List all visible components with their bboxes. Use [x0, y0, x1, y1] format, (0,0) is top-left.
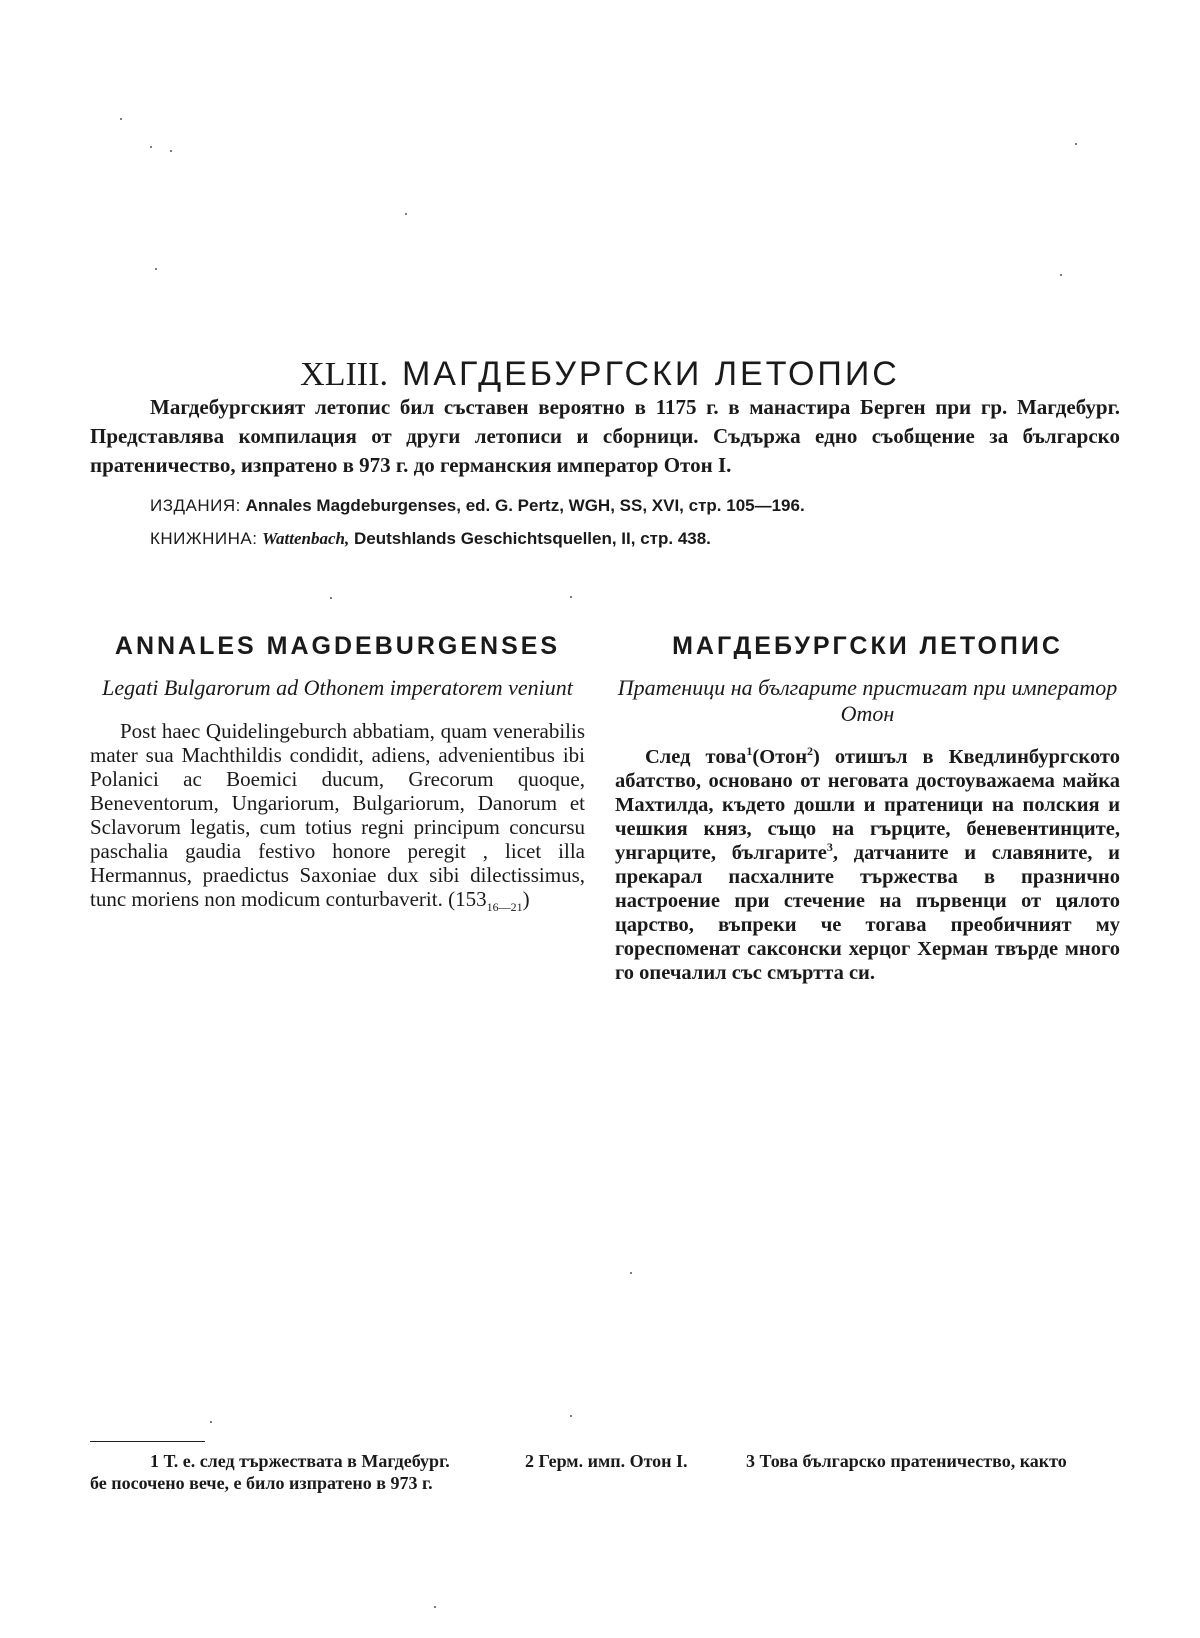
scan-speck — [434, 1606, 436, 1608]
footnote-3: 3 Това българско пратеничество, както — [746, 1451, 1067, 1471]
scan-speck — [155, 268, 157, 270]
editions-line — [150, 494, 1120, 518]
intro-paragraph — [90, 393, 1120, 480]
scan-speck — [330, 597, 332, 599]
bulgarian-heading: МАГДЕБУРГСКИ ЛЕТОПИС — [672, 632, 1063, 660]
editions-text: Annales Magdeburgenses, ed. G. Pertz, WGH, SS, XVI, стр. 105—196. — [245, 496, 805, 515]
page-title — [0, 355, 1200, 394]
latin-heading: ANNALES MAGDEBURGENSES — [114, 632, 561, 660]
footnote-ref-3: 3 — [826, 840, 833, 855]
literature-label: КНИЖНИНА: — [150, 529, 258, 548]
scan-speck — [570, 596, 572, 598]
literature-text: Deutshlands Geschichtsquellen, II, стр. 438. — [353, 529, 711, 548]
literature-line — [150, 527, 1120, 551]
latin-text — [90, 719, 585, 915]
footnote-ref-2: 2 — [807, 744, 814, 759]
footnote-1: 1 Т. е. след тържествата в Магдебург. — [150, 1451, 450, 1471]
scan-speck — [120, 118, 122, 120]
latin-body: Post haec Quidelingeburch abbatiam, quam venerabilis mater sua Machthildis condidit, adiens, advenientibus ibi Polanici ac Boemici ducum, Grecorum quoque, Beneventorum, Ungariorum, Bulgariorum, Danorum et Sclavorum legatis, cum totius regni principum concursu paschalia gaudia festivo honore peregit , licet illa Hermannus, praedictus Saxoniae dux sibi dilectissimus, tunc moriens non modicum conturbaverit. — [90, 719, 585, 911]
bulgarian-text: След това$^1$(Отон$^2$) отишъл в Кведлинбургското абатство, основано от неговата достоуважаема майка Махтилда, където дошли и пратеници на полския и чешкия княз, също на гърците, беневентинците, унгарците, българите$^3$, датчаните и славяните, и прекарал пасхалните тържества в празнично настроение при стечение на първенци от цялото царство, въпреки че тогава преобичният му гореспоменат саксонски херцог Херман твърде много го опечалил със смъртта си. — [615, 744, 1120, 984]
latin-column — [90, 632, 585, 915]
scan-speck — [210, 1421, 212, 1423]
scan-speck — [570, 1415, 572, 1417]
latin-ref: $(153_{16—21})$ — [448, 887, 530, 915]
literature-author: Wattenbach, — [262, 529, 350, 548]
scan-speck — [1075, 143, 1077, 145]
footnote-ref-1: 1 — [746, 744, 753, 759]
title-number: XLIII. — [300, 355, 388, 393]
scan-speck — [405, 213, 407, 215]
bulgarian-subheading: Пратеници на българите пристигат при император Отон — [617, 675, 1118, 726]
footnote-1-continued: бе посочено вече, е било изпратено в 973 г. — [90, 1473, 433, 1493]
footnote-2: 2 Герм. имп. Отон I. — [525, 1451, 688, 1471]
scan-speck — [1060, 274, 1062, 276]
scan-speck — [150, 146, 152, 148]
intro-text: Магдебургският летопис бил съставен вероятно в 1175 г. в манастира Берген при гр. Магдебург. Представлява компилация от други летописи и сборници. Съдържа едно съобщение за българско пратеничество, изпратено в 973 г. до германския император Отон I. — [90, 395, 1120, 477]
scan-speck — [170, 150, 172, 152]
footnote-rule — [90, 1441, 205, 1442]
title-text: МАГДЕБУРГСКИ ЛЕТОПИС — [401, 354, 900, 393]
editions-label: ИЗДАНИЯ: — [150, 496, 241, 515]
scan-speck — [630, 1272, 632, 1274]
bulgarian-column — [615, 632, 1120, 985]
latin-subheading: Legati Bulgarorum ad Othonem imperatorem veniunt — [102, 675, 573, 700]
